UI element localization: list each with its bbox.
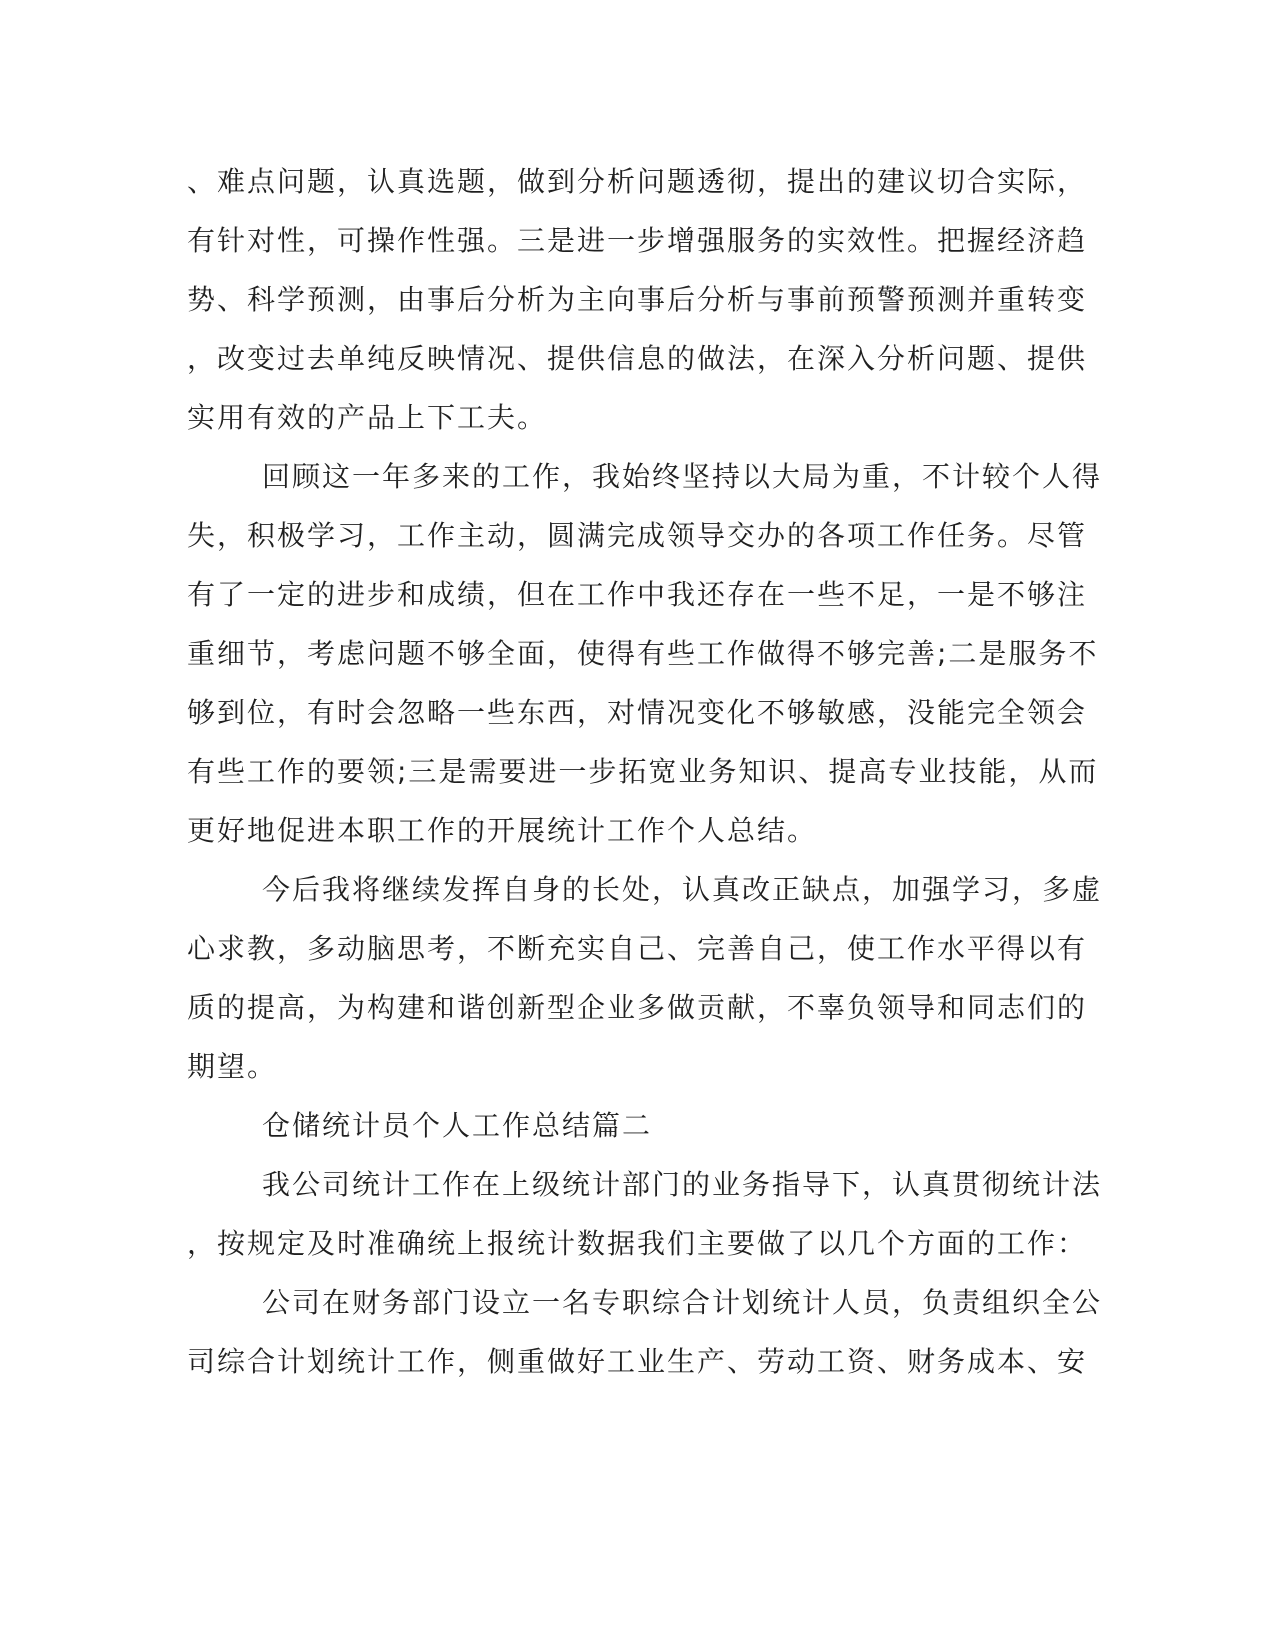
- text-line: ，按规定及时准确统上报统计数据我们主要做了以几个方面的工作：: [187, 1227, 1088, 1260]
- text-line: 司综合计划统计工作，侧重做好工业生产、劳动工资、财务成本、安: [187, 1345, 1088, 1378]
- paragraph-start-line: 今后我将继续发挥自身的长处，认真改正缺点，加强学习，多虚: [262, 873, 1103, 906]
- text-line: 期望。: [187, 1050, 278, 1083]
- text-line: 心求教，多动脑思考，不断充实自己、完善自己，使工作水平得以有: [187, 932, 1088, 965]
- text-line: 失，积极学习，工作主动，圆满完成领导交办的各项工作任务。尽管: [187, 519, 1088, 552]
- text-line: 、难点问题，认真选题，做到分析问题透彻，提出的建议切合实际，: [187, 165, 1088, 198]
- text-line: ，改变过去单纯反映情况、提供信息的做法，在深入分析问题、提供: [187, 342, 1088, 375]
- text-line: 更好地促进本职工作的开展统计工作个人总结。: [187, 814, 818, 847]
- text-line: 实用有效的产品上下工夫。: [187, 401, 548, 434]
- text-line: 够到位，有时会忽略一些东西，对情况变化不够敏感，没能完全领会: [187, 696, 1088, 729]
- text-line: 重细节，考虑问题不够全面，使得有些工作做得不够完善;二是服务不: [187, 637, 1099, 670]
- section-heading: 仓储统计员个人工作总结篇二: [262, 1109, 653, 1142]
- paragraph-start-line: 公司在财务部门设立一名专职综合计划统计人员，负责组织全公: [262, 1286, 1103, 1319]
- text-line: 有些工作的要领;三是需要进一步拓宽业务知识、提高专业技能，从而: [187, 755, 1099, 788]
- paragraph-start-line: 我公司统计工作在上级统计部门的业务指导下，认真贯彻统计法: [262, 1168, 1103, 1201]
- text-line: 有针对性，可操作性强。三是进一步增强服务的实效性。把握经济趋: [187, 224, 1088, 257]
- text-line: 质的提高，为构建和谐创新型企业多做贡献，不辜负领导和同志们的: [187, 991, 1088, 1024]
- text-line: 势、科学预测，由事后分析为主向事后分析与事前预警预测并重转变: [187, 283, 1088, 316]
- paragraph-start-line: 回顾这一年多来的工作，我始终坚持以大局为重，不计较个人得: [262, 460, 1103, 493]
- text-line: 有了一定的进步和成绩，但在工作中我还存在一些不足，一是不够注: [187, 578, 1088, 611]
